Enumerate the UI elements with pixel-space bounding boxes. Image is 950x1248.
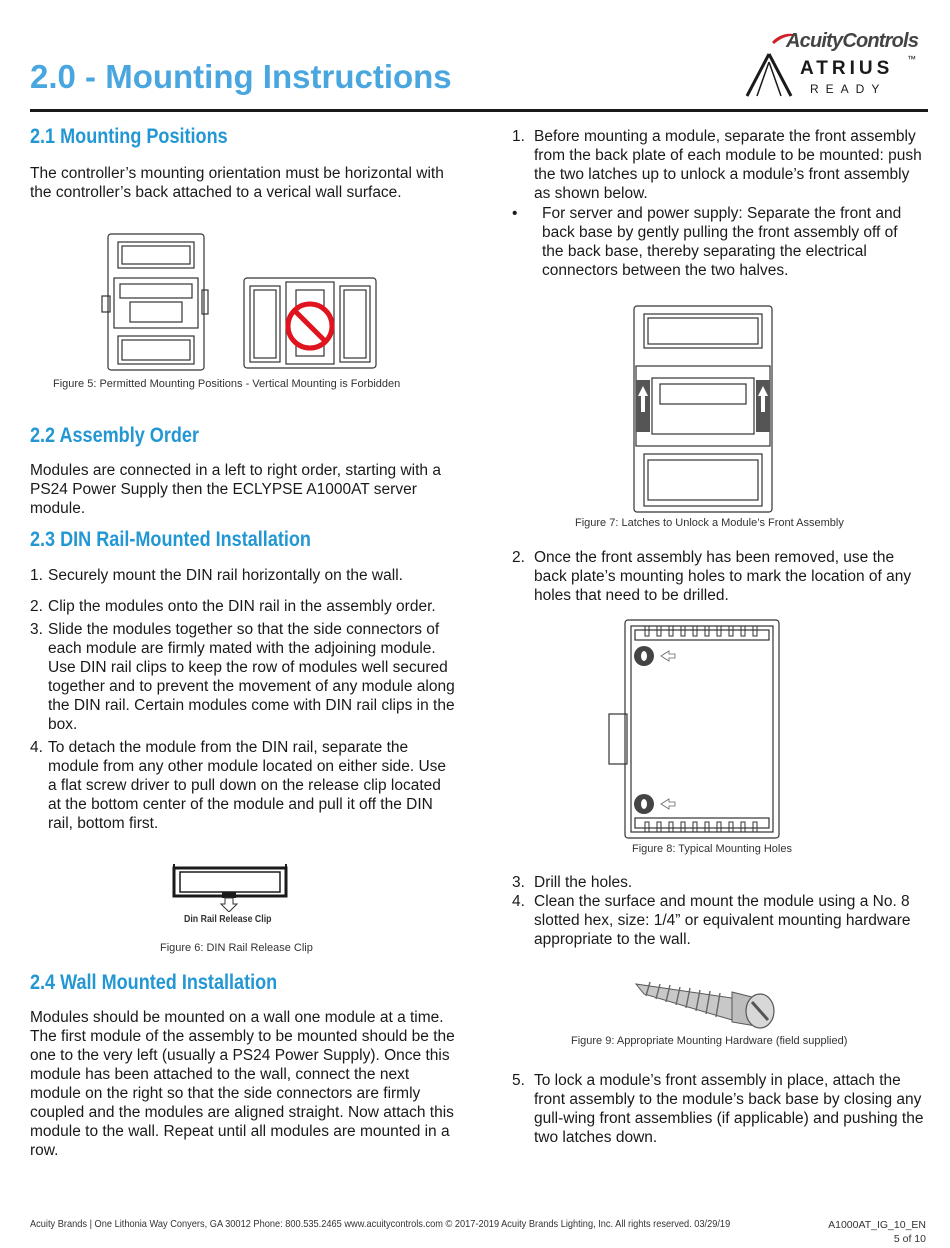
list-item-text: Clip the modules onto the DIN rail in the assembly order.	[48, 598, 436, 615]
footer-doc-info	[828, 1218, 926, 1246]
figure-8	[605, 618, 781, 840]
step-1	[512, 127, 922, 280]
step-5	[512, 1071, 927, 1147]
figure-7-caption: Figure 7: Latches to Unlock a Module’s Front Assembly	[575, 517, 844, 529]
step-text: Clean the surface and mount the module using a No. 8 slotted hex, size: 1/4” or equivalent mounting hardware appropriate to the wall.	[534, 893, 911, 948]
step-number: 2.	[512, 549, 525, 566]
footer-text: Acuity Brands | One Lithonia Way Conyers, GA 30012 Phone: 800.535.2465 www.acuitycontrols.com © 2017-2019 Acuity Brands Lighting, Inc. All rights reserved. 03/29/19	[30, 1218, 731, 1230]
figure-9	[632, 964, 778, 1030]
section-2-2-text: Modules are connected in a left to right order, starting with a PS24 Power Supply then the ECLYPSE A1000AT server module.	[30, 462, 441, 517]
bullet-text: For server and power supply: Separate the front and back base by gently pulling the front assembly off of the back base, thereby separating the electrical connectors between the two halves.	[542, 205, 902, 279]
figure-7	[630, 304, 776, 514]
list-item-text: Securely mount the DIN rail horizontally on the wall.	[48, 567, 403, 584]
list-item-number: 1.	[30, 567, 43, 584]
atrius-tm: ™	[907, 54, 916, 64]
step-number: 5.	[512, 1072, 525, 1089]
figure-6	[170, 862, 290, 932]
atrius-logo	[745, 52, 930, 102]
list-item	[30, 597, 455, 616]
figure-7-illustration	[630, 304, 776, 514]
step-number: 3.	[512, 874, 525, 891]
section-2-4-heading: 2.4 Wall Mounted Installation	[30, 971, 278, 994]
step-text: Before mounting a module, separate the front assembly from the back plate of each module to be mounted: push the two latches up to unlock a module’s front assembly as shown below.	[534, 128, 922, 202]
list-item-number: 4.	[30, 739, 43, 756]
section-2-2-heading: 2.2 Assembly Order	[30, 424, 199, 447]
figure-5-caption: Figure 5: Permitted Mounting Positions - Vertical Mounting is Forbidden	[53, 378, 401, 390]
step-2	[512, 548, 922, 605]
bullet-dot: •	[512, 205, 518, 222]
section-2-4-text: Modules should be mounted on a wall one module at a time. The first module of the assembly to be mounted should be the one to the very left (usually a PS24 Power Supply). Once this module has been attached to the wall, connect the next module on the right so that the side connectors are firmly coupled and the modules are aligned straight. Now attach this module to the wall. Repeat until all modules are mounted in a row.	[30, 1009, 455, 1159]
acuity-brand-text: AcuityControls	[786, 30, 919, 52]
screw-icon	[632, 964, 778, 1030]
section-2-3-heading: 2.3 DIN Rail-Mounted Installation	[30, 528, 311, 551]
step-text: Drill the holes.	[534, 874, 633, 891]
list-item-text: Slide the modules together so that the side connectors of each module are firmly mated with the adjoining module. Use DIN rail clips to keep the row of modules well secured together and to prevent the movement of any module along the DIN rail. Certain modules come with DIN rail clips in the box.	[48, 621, 455, 733]
figure-5	[100, 232, 380, 372]
section-2-1-heading: 2.1 Mounting Positions	[30, 125, 228, 148]
figure-5-illustration	[100, 232, 380, 372]
acuity-logo	[770, 30, 930, 54]
list-item-number: 3.	[30, 621, 43, 638]
forbidden-icon	[288, 304, 332, 348]
list-item-number: 2.	[30, 598, 43, 615]
section-2-3-list	[30, 566, 455, 841]
figure-8-caption: Figure 8: Typical Mounting Holes	[632, 843, 792, 855]
figure-6-label: Din Rail Release Clip	[184, 914, 272, 925]
step-text: To lock a module’s front assembly in place, attach the front assembly to the module’s back base by closing any gull-wing front assemblies (if applicable) and pushing the two latches down.	[534, 1072, 924, 1146]
atrius-text: ATRIUS	[800, 58, 894, 79]
din-rail-clip-illustration	[170, 862, 290, 912]
page-title: 2.0 - Mounting Instructions	[30, 58, 452, 95]
list-item-text: To detach the module from the DIN rail, separate the module from any other module located on either side. Use a flat screw driver to pull down on the release clip located at the bottom center of the module and pull it off the DIN rail, bottom first.	[48, 739, 447, 832]
doc-id: A1000AT_IG_10_EN	[828, 1219, 926, 1231]
header-rule	[30, 109, 928, 112]
figure-9-caption: Figure 9: Appropriate Mounting Hardware (field supplied)	[571, 1035, 848, 1047]
steps-3-4	[512, 873, 927, 949]
figure-6-caption: Figure 6: DIN Rail Release Clip	[160, 942, 313, 954]
page-number: 5 of 10	[893, 1233, 926, 1245]
step-number: 1.	[512, 128, 525, 145]
ready-text: READY	[810, 82, 887, 96]
bullet-item	[512, 204, 922, 280]
list-item	[30, 738, 455, 833]
figure-8-illustration	[605, 618, 781, 840]
step-number: 4.	[512, 893, 525, 910]
step-text: Once the front assembly has been removed, use the back plate’s mounting holes to mark the location of any holes that need to be drilled.	[534, 549, 912, 604]
arrow-icon	[221, 898, 237, 912]
atrius-logo-icon	[745, 52, 795, 98]
list-item	[30, 620, 455, 734]
section-2-1-text: The controller’s mounting orientation must be horizontal with the controller’s back attached to a verical wall surface.	[30, 165, 444, 201]
list-item	[30, 566, 455, 585]
